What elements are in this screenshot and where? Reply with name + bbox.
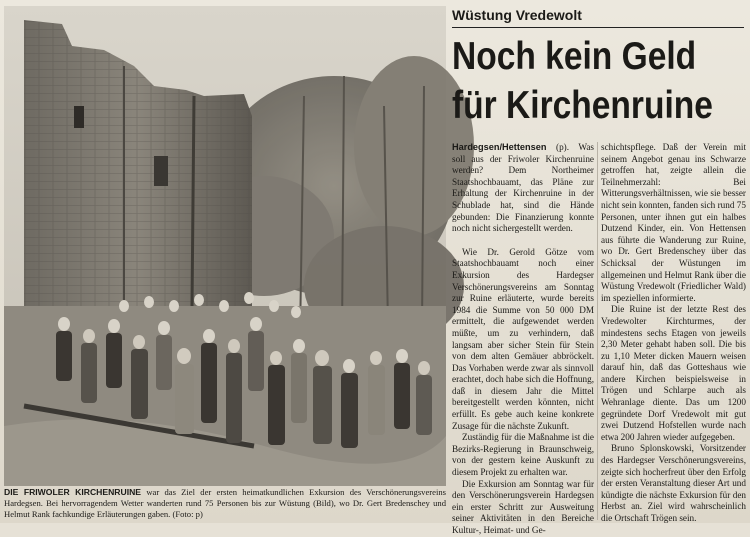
- headline-line-2: für Kirchenruine: [452, 84, 713, 127]
- dateline-suffix: (p).: [556, 142, 570, 152]
- article-kicker: Wüstung Vredewolt: [452, 7, 582, 23]
- photo-credit: (Foto: p): [172, 509, 203, 519]
- photo-caption: [4, 487, 446, 521]
- article-headline: [452, 32, 713, 130]
- article-column-1: [452, 142, 594, 535]
- ruin-group-photo: [4, 6, 446, 486]
- paragraph-text: Was soll aus der Friwoler Kirchenruine werden? Dem Northeimer Staatshochbauamt, das Pläne zur Erhaltung der Kirchenruine in der Schublade hat, sind die Hände gebunden: Die Finanzierung konnte noch nicht sichergestellt werden.: [452, 142, 594, 234]
- caption-text: war das Ziel der ersten heimatkundlichen Exkursion des Verschönerungsvereins Hardegsen. Bei hervorragendem Wetter wanderten rund 75 Personen bis zur Wüstung (Bild), wo Dr. Gert Bredenschey und Helmut Rank fachkundige Erläuterungen gaben.: [4, 487, 446, 519]
- paragraph: Die Exkursion am Sonntag war für den Verschönerungsverein Hardegsen ein erster Schritt zur Ausweitung seiner Aktivitäten in den Bereiche Kultur-, Heimat- und Ge-: [452, 478, 594, 535]
- caption-lead: DIE FRIWOLER KIRCHENRUINE: [4, 487, 142, 497]
- paragraph: Die Ruine ist der letzte Rest des Vredewolter Kirchturmes, der mindestens sechs Etagen von jeweils 2,30 Meter gehabt haben soll. Die bis zu 1,10 Meter dicken Mauern weisen darauf hin, daß das Gotteshaus wie andere Kirchen beispielsweise in Trögen und Schlarpe auch als Wehranlage diente. Das um 1200 gegründete Dorf Vredewolt mit gut zwei Dutzend Hofstellen wurde nach etwa 200 Jahren wieder aufgegeben.: [601, 304, 746, 442]
- kicker-rule: [452, 27, 744, 28]
- column-divider: [597, 142, 598, 520]
- article-column-2: [601, 142, 746, 522]
- headline-line-1: Noch kein Geld: [452, 35, 697, 78]
- dateline: Hardegsen/Hettensen: [452, 142, 547, 152]
- paragraph: schichtspflege. Daß der Verein mit seinem Angebot genau ins Schwarze getroffen hat, zeigte allein die Teilnehmerzahl: Bei Witterungsverhältnissen, wie sie besser nicht sein konnten, fanden sich rund 75 Personen, unter ihnen gut ein halbes Dutzend Kinder, ein. Von Hettensen aus führte die Wanderung zur Ruine, wo Dr. Gert Bredenschey über das Schicksal der Wüstungen im allgemeinen und Helmut Rank über die Wüstung Vredewolt (Friedlicher Wald) im speziellen informierte.: [601, 142, 746, 303]
- paragraph: Wie Dr. Gerold Götze vom Staatshochbauamt noch einer Exkursion des Hardegser Verschönerungsvereins am Sonntag zur Ruine erläuterte, wurde bereits 1984 die Summe von 50 000 DM ermittelt, die aufgewendet werden müßte, um zu verhindern, daß langsam aber sicher Stein für Stein von dem alten Gemäuer abbröckelt. Das Vorhaben werde zwar als sinnvoll erachtet, doch habe sich die Hoffnung, daß in diesem Jahr die Mittel bereitgestellt werden könnten, nicht erfüllt. Es gebe auch keine konkrete Zusage für die nächste Zukunft.: [452, 246, 594, 431]
- paragraph: [452, 142, 594, 235]
- paragraph: Zuständig für die Maßnahme ist die Bezirks-Regierung in Braunschweig, von der gestern keine Auskunft zu diesem Projekt zu erhalten war.: [452, 432, 594, 478]
- paragraph: Bruno Splonskowski, Vorsitzender des Hardegser Verschönerungsvereins, zeigte sich hocherfreut über den Erfolg der ersten Veranstaltung dieser Art und kündigte die nächste Exkursion für den Herbst an. Ziel wird wahrscheinlich die Ortschaft Trögen sein.: [601, 443, 746, 523]
